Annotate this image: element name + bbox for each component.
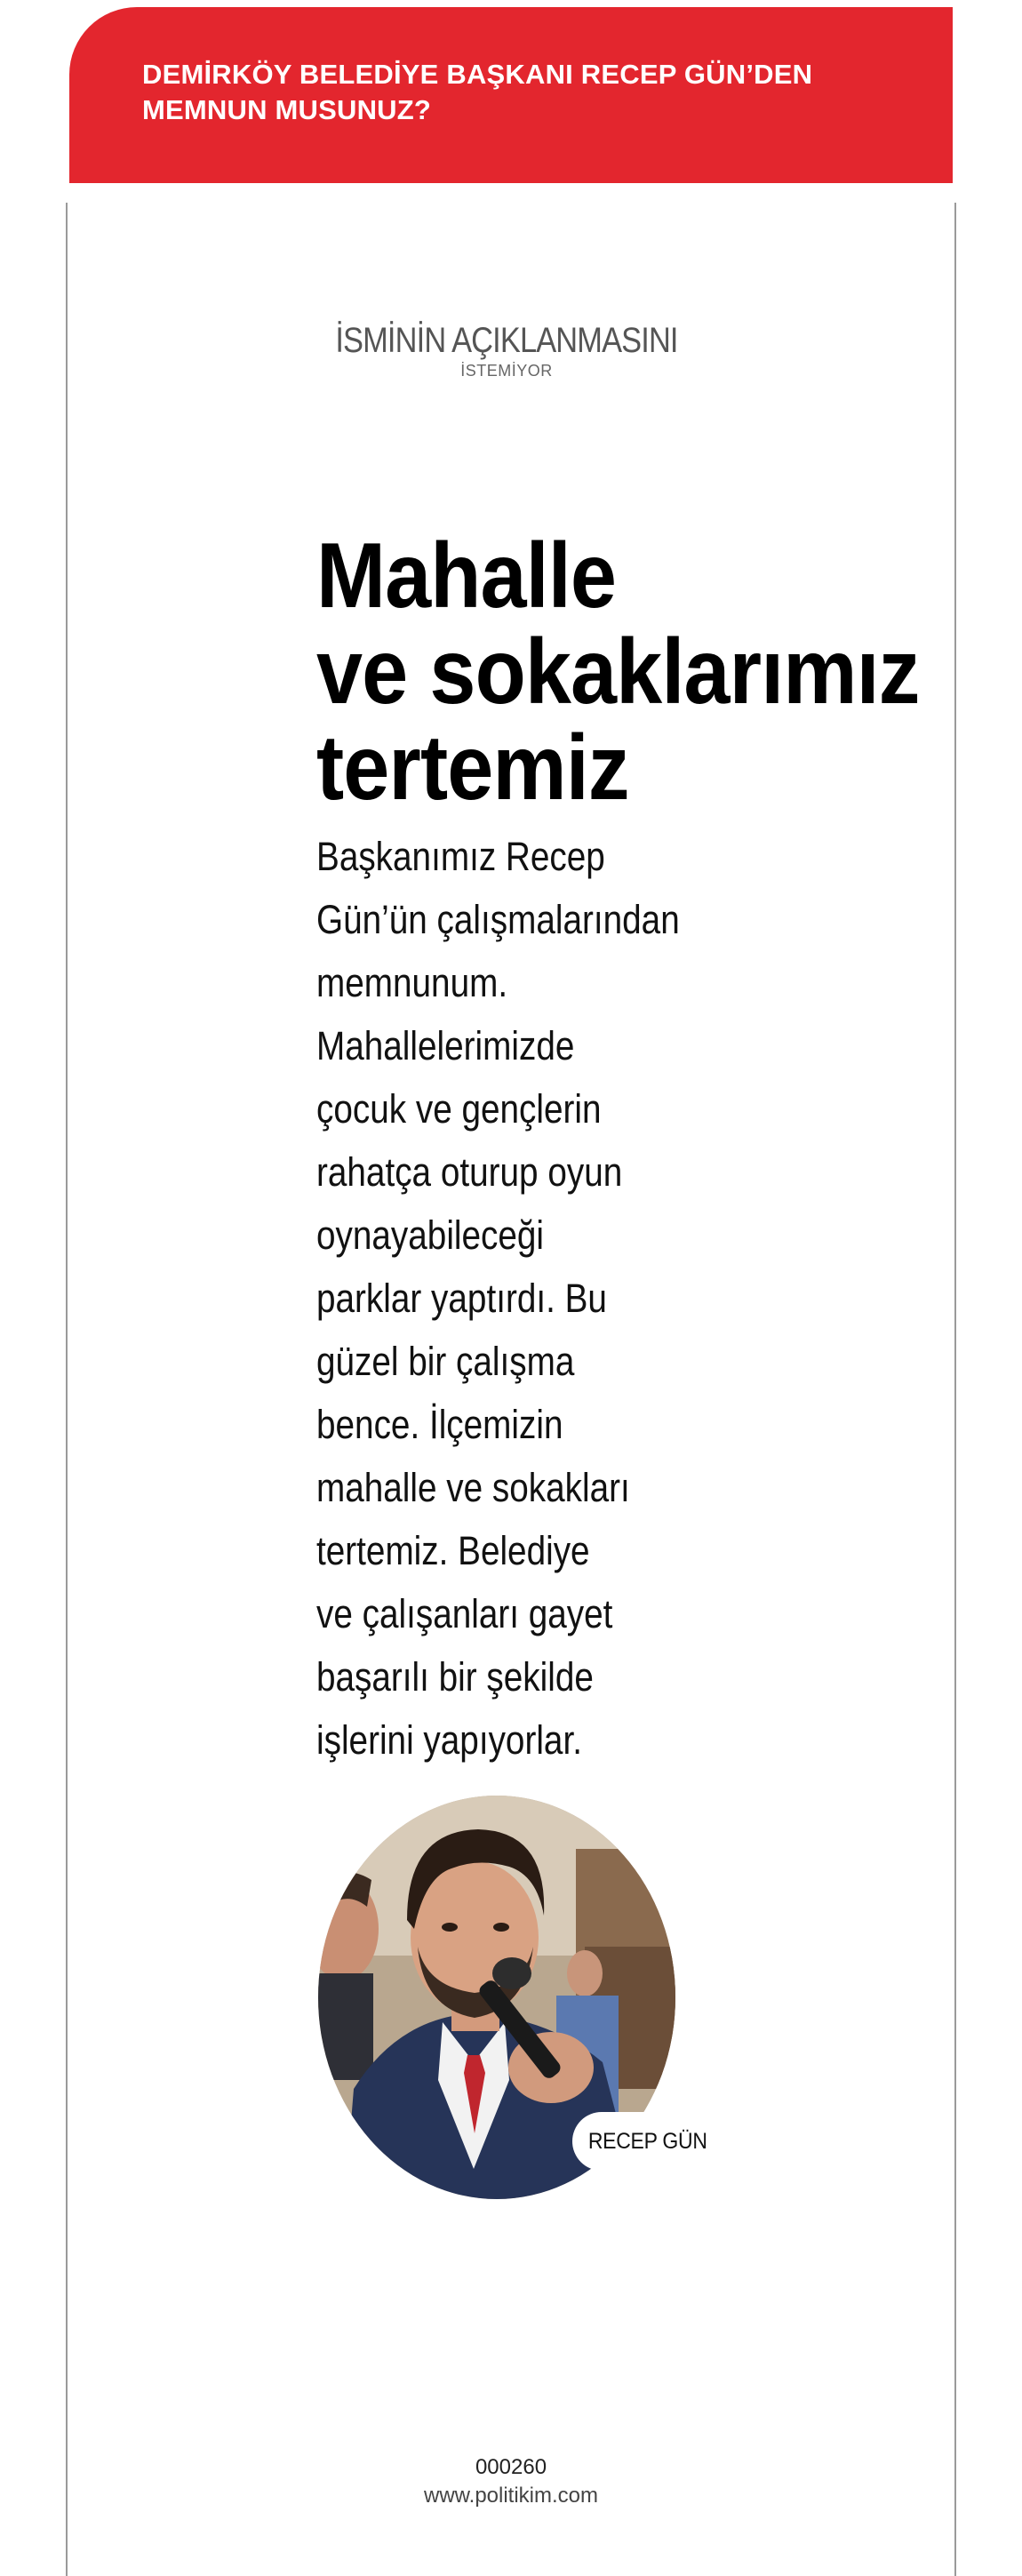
quote-line: ve çalışanları gayet [316,1591,613,1636]
quote-line: Gün’ün çalışmalarından [316,897,680,942]
headline-line: Mahalle [316,524,617,628]
quote-line: oynayabileceği [316,1212,545,1258]
quote-line: Mahallelerimizde [316,1023,575,1068]
headline-line: ve sokaklarımız [316,620,920,724]
headline-line: tertemiz [316,716,629,820]
quote-line: başarılı bir şekilde [316,1654,594,1700]
frame-border-left [66,203,68,2576]
quote-line: bence. İlçemizin [316,1402,563,1447]
footer [333,2453,689,2510]
respondent-note: İSTEMİYOR [460,362,553,380]
header-title: DEMİRKÖY BELEDİYE BAŞKANI RECEP GÜN’DEN MEMNUN MUSUNUZ? [142,59,813,125]
quote-body [316,825,680,1772]
footer-url[interactable]: www.politikim.com [423,2484,599,2508]
respondent-name: İSMİNİN AÇIKLANMASINI [335,321,678,360]
quote-line: çocuk ve gençlerin [316,1086,602,1132]
respondent-block [267,320,747,380]
quote-line: memnunum. [316,960,508,1005]
quote-line: mahalle ve sokakları [316,1465,630,1510]
headline [316,524,972,820]
quote-line: Başkanımız Recep [316,834,605,879]
photo-caption [572,2112,723,2171]
footer-code: 000260 [475,2455,547,2479]
quote-line: parklar yaptırdı. Bu [316,1276,607,1321]
quote-line: tertemiz. Belediye [316,1528,590,1573]
quote-line: işlerini yapıyorlar. [316,1717,582,1763]
header-banner [69,7,953,183]
quote-line: güzel bir çalışma [316,1339,575,1384]
quote-line: rahatça oturup oyun [316,1149,623,1195]
photo-caption-text: RECEP GÜN [588,2128,707,2154]
